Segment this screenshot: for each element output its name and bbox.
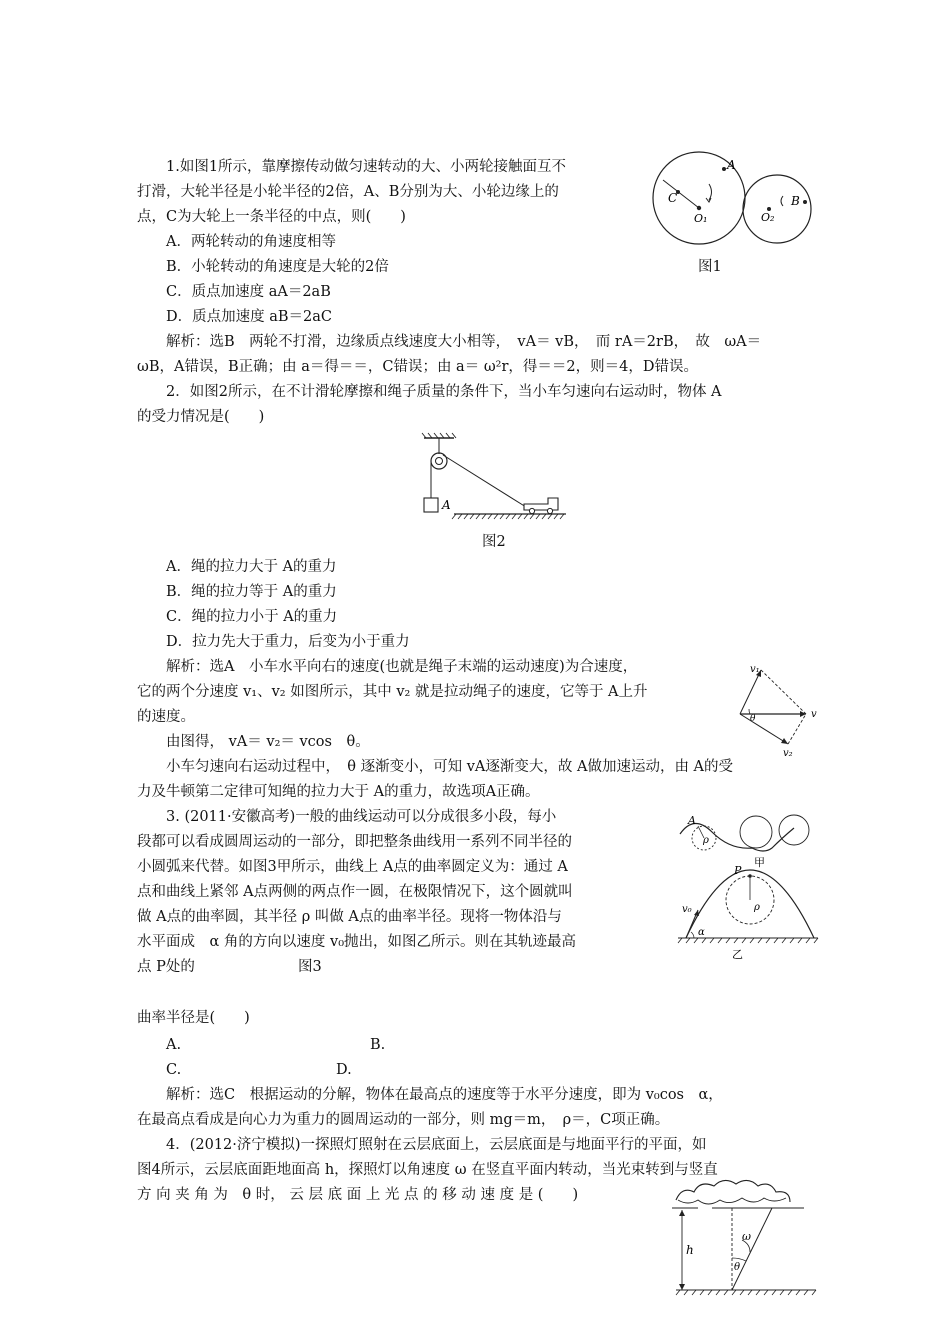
q2-option-a: A．绳的拉力大于 A的重力 [166,559,337,575]
q1-line-3: 点，C为大轮上一条半径的中点，则( ) [137,209,406,225]
fig3-label-v0: v₀ [682,904,692,915]
fig3-label-p: P [734,864,742,877]
q2-line-2: 的受力情况是( ) [137,409,265,425]
vec-label-v: v [811,709,817,720]
q1-option-a: A．两轮转动的角速度相等 [166,234,336,250]
q3-solution-2: 在最高点看成是向心力为重力的圆周运动的一部分，则 mg＝m， ρ＝，C项正确。 [137,1112,670,1128]
figure-3-caption: 图3 [298,959,322,975]
vec-label-theta: θ [750,714,756,724]
fig3-label-yi: 乙 [732,948,743,961]
fig3-label-jia: 甲 [754,856,765,869]
fig4-label-omega: ω [742,1230,751,1243]
q3-line-6: 水平面成 α 角的方向以速度 v₀抛出，如图乙所示。则在其轨迹最高 [137,934,577,950]
q3-line-8: 曲率半径是( ) [137,1010,250,1026]
q3-line-1: 3. (2011·安徽高考)一般的曲线运动可以分成很多小段，每小 [166,809,557,825]
q3-option-b: B. [370,1037,386,1053]
q2-line-1: 2．如图2所示，在不计滑轮摩擦和绳子质量的条件下，当小车匀速向右运动时，物体 A [166,384,722,400]
fig3-label-rho-1: ρ [703,835,709,846]
q1-solution-1: 解析：选B 两轮不打滑，边缘质点线速度大小相等， vA＝ vB， 而 rA＝2rB， 故 ωA＝ [166,334,762,350]
figure-1-wheels [650,150,820,280]
figure-2-pulley-car [418,432,578,524]
q1-option-c: C．质点加速度 aA＝2aB [166,284,331,300]
figure-1-caption: 图1 [698,259,722,275]
q2-solution-4: 由图得， vA＝ v₂＝ vcos θ。 [166,734,370,750]
q3-option-c: C. [166,1062,182,1078]
q1-option-d: D．质点加速度 aB＝2aC [166,309,332,325]
q1-line-2: 打滑，大轮半径是小轮半径的2倍，A、B分别为大、小轮边缘上的 [137,184,559,200]
q2-option-d: D．拉力先大于重力，后变为小于重力 [166,634,410,650]
q2-solution-1: 解析：选A 小车水平向右的速度(也就是绳子末端的运动速度)为合速度， [166,659,638,675]
q3-line-4: 点和曲线上紧邻 A点两侧的两点作一圆，在极限情况下，这个圆就叫 [137,884,573,900]
q1-solution-2: ωB，A错误，B正确；由 a＝得＝＝，C错误；由 a＝ ω²r，得＝＝2，则＝4，D错误。 [137,359,698,375]
fig3-label-rho-2: ρ [754,902,760,913]
q2-solution-5: 小车匀速向右运动过程中， θ 逐渐变小，可知 vA逐渐变大，故 A做加速运动，由 A的受 [166,759,734,775]
q3-line-2: 段都可以看成圆周运动的一部分，即把整条曲线用一系列不同半径的 [137,834,572,850]
q3-line-5: 做 A点的曲率圆，其半径 ρ 叫做 A点的曲率半径。现将一物体沿与 [137,909,562,925]
fig2-label-a: A [442,498,451,512]
q3-line-3: 小圆弧来代替。如图3甲所示，曲线上 A点的曲率圆定义为：通过 A [137,859,568,875]
q4-line-2: 图4所示，云层底面距地面高 h，探照灯以角速度 ω 在竖直平面内转动，当光束转到与竖直 [137,1162,718,1178]
fig3-label-alpha: α [698,927,705,938]
q3-line-7: 点 P处的 [137,959,195,975]
vec-label-v2: v₂ [783,748,793,759]
q1-option-b: B．小轮转动的角速度是大轮的2倍 [166,259,389,275]
q2-solution-6: 力及牛顿第二定律可知绳的拉力大于 A的重力，故选项A正确。 [137,784,540,800]
q4-line-1: 4．(2012·济宁模拟)一探照灯照射在云层底面上，云层底面是与地面平行的平面，如 [166,1137,707,1153]
figure-velocity-decomposition [728,660,828,760]
q3-option-a: A. [166,1037,182,1053]
q2-option-c: C．绳的拉力小于 A的重力 [166,609,338,625]
fig1-label-o1: O₁ [694,212,708,225]
figure-2-caption: 图2 [482,534,506,550]
q2-solution-3: 的速度。 [137,709,195,725]
fig1-label-c: C [668,191,678,205]
fig3-label-a: A [688,814,696,827]
q2-option-b: B．绳的拉力等于 A的重力 [166,584,337,600]
q4-line-3: 方 向 夹 角 为 θ 时， 云 层 底 面 上 光 点 的 移 动 速 度 是 ( ) [137,1187,579,1203]
fig1-label-a: A [727,158,736,172]
fig4-label-h: h [686,1243,694,1257]
q3-option-d: D. [336,1062,352,1078]
q1-line-1: 1.如图1所示，靠摩擦传动做匀速转动的大、小两轮接触面互不 [166,159,567,175]
figure-3-curvature [670,812,820,972]
fig1-label-o2: O₂ [761,211,775,224]
vec-label-v1: v₁ [750,664,760,675]
q3-solution-1: 解析：选C 根据运动的分解，物体在最高点的速度等于水平分速度，即为 v₀cos α， [166,1087,723,1103]
figure-4-searchlight [668,1178,818,1298]
q2-solution-2: 它的两个分速度 v₁、v₂ 如图所示，其中 v₂ 就是拉动绳子的速度，它等于 A上升 [137,684,648,700]
fig4-label-theta: θ [734,1262,741,1273]
fig1-label-b: B [791,194,800,208]
